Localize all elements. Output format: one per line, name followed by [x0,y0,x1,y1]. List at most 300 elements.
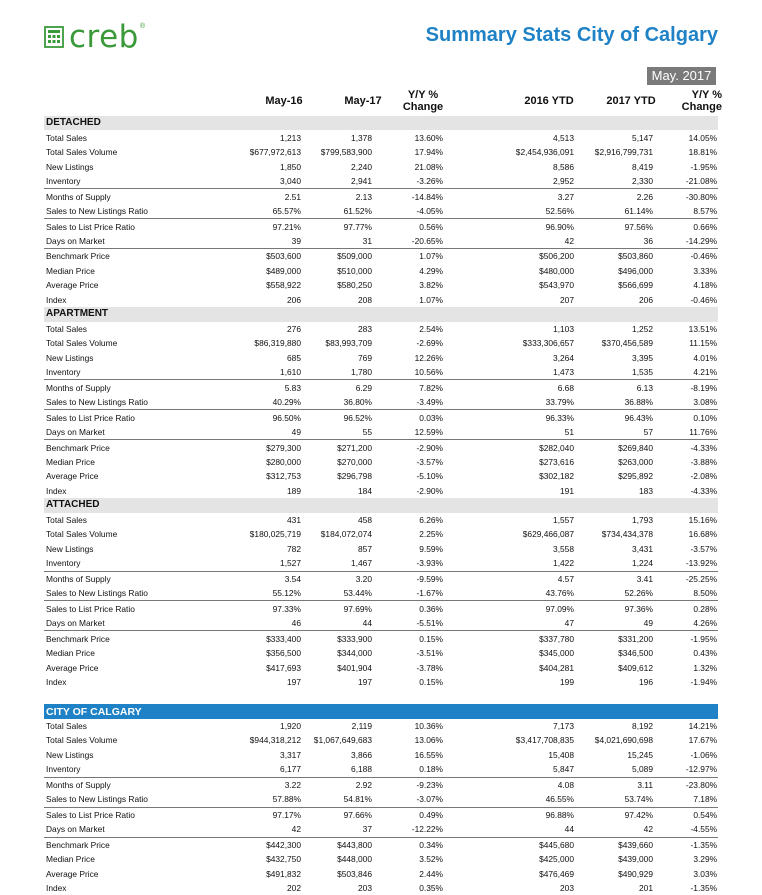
metric-label: Benchmark Price [44,249,198,264]
metric-value: 13.51% [688,323,718,334]
metric-value: 42 [643,824,653,835]
metric-value: 13.60% [414,132,443,143]
metric-value: 3.54 [198,571,302,586]
table-row [44,719,718,733]
metric-value: 4.18% [693,280,718,291]
metric-value: 97.36% [575,601,654,616]
metric-label: Benchmark Price [44,837,198,852]
metric-value: 2.25% [419,529,443,540]
metric-label: New Listings [46,161,94,172]
metric-value: -8.19% [654,380,718,395]
table-row [44,762,718,777]
metric-label: New Listings [46,749,94,760]
metric-value: 49 [643,618,653,629]
metric-value: 7.18% [693,794,718,805]
metric-value: $432,750 [266,854,301,865]
header-change-label: Change [681,101,722,113]
metric-value: -14.84% [373,189,444,204]
metric-value: 33.79% [545,397,574,408]
metric-value: $417,693 [266,662,301,673]
metric-label: Median Price [46,457,95,468]
metric-value: -9.59% [373,571,444,586]
metric-value: 3,317 [280,749,301,760]
metric-value: 857 [358,543,372,554]
header-ytd-2016: 2016 YTD [524,95,574,107]
table-row [44,410,718,425]
metric-value: 2.26 [575,189,654,204]
metric-value: 17.67% [688,735,718,746]
metric-value: 5,089 [632,764,653,775]
metric-value: 1,920 [280,720,301,731]
metric-value: -2.08% [690,471,718,482]
metric-value: $734,434,378 [601,529,653,540]
section-spacer [44,689,718,704]
metric-label: Sales to List Price Ratio [44,601,198,616]
metric-value: $425,000 [539,854,574,865]
metric-value: $331,200 [575,631,654,646]
metric-value: 96.90% [444,219,575,234]
metric-value: 3,264 [553,352,574,363]
metric-value: 196 [639,677,653,688]
metric-value: -2.90% [416,485,443,496]
metric-value: 4.21% [693,367,718,378]
metric-label: Total Sales [46,720,87,731]
metric-value: 2.13 [302,189,373,204]
metric-value: -4.33% [654,440,718,455]
metric-value: -1.35% [654,837,718,852]
metric-value: 4.01% [693,352,718,363]
metric-value: 0.43% [693,648,718,659]
metric-value: 49 [291,427,301,438]
metric-value: -5.51% [416,618,443,629]
metric-value: 96.33% [444,410,575,425]
metric-value: 15,245 [627,749,653,760]
metric-label: Average Price [46,471,99,482]
metric-label: Average Price [46,868,99,879]
metric-value: 96.43% [575,410,654,425]
table-row [44,174,718,189]
metric-value: 203 [358,883,372,894]
metric-value: $344,000 [337,648,372,659]
metric-value: 1.07% [373,249,444,264]
metric-label: Days on Market [46,235,105,246]
metric-label: Benchmark Price [44,631,198,646]
metric-value: 197 [358,677,372,688]
metric-label: Days on Market [46,618,105,629]
table-row [44,527,718,541]
metric-value: 55.12% [272,588,301,599]
metric-value: $443,800 [302,837,373,852]
metric-value: 1,850 [280,161,301,172]
metric-value: -25.25% [654,571,718,586]
metric-value: 208 [358,294,372,305]
metric-value: 3,395 [632,352,653,363]
metric-value: $799,583,900 [320,147,372,158]
metric-value: 96.88% [444,807,575,822]
metric-label: Inventory [46,367,81,378]
metric-value: 18.81% [688,147,718,158]
metric-value: 43.76% [545,588,574,599]
metric-value: $282,040 [444,440,575,455]
metric-value: 61.14% [624,206,653,217]
section-title: ATTACHED [44,498,718,512]
metric-value: $86,319,880 [254,338,301,349]
metric-label: Sales to List Price Ratio [44,410,198,425]
metric-value: -1.06% [690,749,718,760]
metric-value: -3.57% [416,457,443,468]
table-row [44,586,718,601]
metric-value: 1,103 [553,323,574,334]
metric-value: -4.33% [690,485,718,496]
metric-value: $503,846 [337,868,372,879]
metric-value: 12.59% [414,427,443,438]
table-row [44,837,718,852]
header-yy-label: Y/Y % [691,89,722,101]
metric-value: -1.95% [690,161,718,172]
metric-value: 1.07% [419,294,443,305]
table-row [44,631,718,646]
metric-value: $543,970 [539,280,574,291]
metric-label: Sales to New Listings Ratio [46,206,148,217]
metric-value: $677,972,613 [249,147,301,158]
metric-label: Average Price [46,280,99,291]
metric-value: 1,224 [632,558,653,569]
metric-value: 37 [362,824,372,835]
metric-value: 1,557 [553,514,574,525]
creb-logo [44,19,146,55]
table-row [44,395,718,410]
metric-label: Index [46,294,67,305]
metric-value: -21.08% [685,176,718,187]
metric-value: 6.29 [302,380,373,395]
metric-value: 5,147 [632,132,653,143]
metric-value: 0.56% [373,219,444,234]
metric-value: 1,378 [351,132,372,143]
metric-value: 184 [358,485,372,496]
metric-value: $439,000 [618,854,653,865]
table-row [44,822,718,837]
table-row [44,484,718,498]
summary-stats-table [44,116,718,895]
metric-label: Median Price [46,854,95,865]
table-row [44,425,718,440]
metric-value: -3.88% [690,457,718,468]
metric-value: $401,904 [337,662,372,673]
metric-value: $83,993,709 [325,338,372,349]
metric-value: 53.44% [343,588,372,599]
metric-value: 51 [564,427,574,438]
metric-value: $302,182 [539,471,574,482]
metric-value: -0.46% [690,294,718,305]
metric-value: 97.42% [575,807,654,822]
table-row [44,219,718,234]
metric-value: 6.26% [419,514,443,525]
table-row [44,777,718,792]
metric-value: 8,419 [632,161,653,172]
metric-value: -30.80% [654,189,718,204]
metric-value: $345,000 [539,648,574,659]
metric-value: $566,699 [618,280,653,291]
table-row [44,660,718,674]
table-row [44,278,718,292]
metric-value: -4.05% [416,206,443,217]
table-row [44,336,718,350]
metric-value: $1,067,649,683 [313,735,372,746]
metric-value: 1,793 [632,514,653,525]
metric-value: 206 [639,294,653,305]
metric-label: Sales to New Listings Ratio [46,397,148,408]
table-row [44,380,718,395]
metric-value: $333,900 [302,631,373,646]
metric-value: -2.90% [373,440,444,455]
metric-value: 52.26% [624,588,653,599]
metric-value: 199 [560,677,574,688]
table-row [44,189,718,204]
section-title: DETACHED [44,116,718,130]
metric-value: $629,466,087 [522,529,574,540]
metric-value: $2,916,799,731 [594,147,653,158]
metric-value: 65.57% [272,206,301,217]
table-row [44,249,718,264]
table-row [44,675,718,689]
metric-value: 3.03% [693,868,718,879]
metric-value: 197 [287,677,301,688]
metric-label: Total Sales [46,323,87,334]
table-row [44,440,718,455]
metric-label: Days on Market [46,824,105,835]
table-row [44,322,718,336]
metric-value: 40.29% [272,397,301,408]
metric-value: $184,072,074 [320,529,372,540]
metric-label: Total Sales Volume [46,735,118,746]
metric-value: 2,240 [351,161,372,172]
table-row [44,204,718,219]
metric-label: Benchmark Price [44,440,198,455]
metric-value: 97.17% [198,807,302,822]
metric-value: 3.52% [419,854,443,865]
metric-value: 42 [564,235,574,246]
table-row [44,455,718,469]
table-row [44,866,718,880]
metric-value: 0.10% [654,410,718,425]
metric-value: 3,558 [553,543,574,554]
metric-value: $273,616 [539,457,574,468]
table-row [44,264,718,278]
metric-value: 96.50% [198,410,302,425]
metric-value: 183 [639,485,653,496]
metric-value: $503,600 [198,249,302,264]
metric-value: 0.15% [419,677,443,688]
metric-value: -12.22% [411,824,443,835]
metric-label: Median Price [46,648,95,659]
metric-value: 3.82% [419,280,443,291]
metric-value: 782 [287,543,301,554]
metric-value: 3.20 [302,571,373,586]
table-row [44,130,718,144]
metric-value: 97.77% [302,219,373,234]
metric-value: $295,892 [618,471,653,482]
metric-label: Total Sales Volume [46,147,118,158]
metric-value: 16.55% [414,749,443,760]
page-title: Summary Stats City of Calgary [425,24,718,46]
metric-value: $356,500 [266,648,301,659]
metric-value: $580,250 [337,280,372,291]
metric-value: $448,000 [337,854,372,865]
metric-value: $490,929 [618,868,653,879]
metric-value: $496,000 [618,265,653,276]
section-header-attached [44,498,718,512]
header-ytd-2017: 2017 YTD [606,95,656,107]
metric-value: -23.80% [654,777,718,792]
metric-value: 14.21% [688,720,718,731]
metric-value: 2,119 [351,720,372,731]
metric-value: 1,610 [280,367,301,378]
metric-label: Inventory [46,176,81,187]
metric-label: Average Price [46,662,99,673]
metric-value: 1,467 [351,558,372,569]
header-yy-label: Y/Y % [407,89,439,101]
metric-value: 276 [287,323,301,334]
metric-value: $333,306,657 [522,338,574,349]
metric-value: 1,422 [553,558,574,569]
metric-value: $491,832 [266,868,301,879]
metric-value: $442,300 [198,837,302,852]
metric-value: 3,431 [632,543,653,554]
metric-value: 431 [287,514,301,525]
metric-value: 0.36% [373,601,444,616]
metric-value: 189 [287,485,301,496]
metric-value: $2,454,936,091 [515,147,574,158]
metric-label: Sales to New Listings Ratio [46,588,148,599]
metric-value: 44 [564,824,574,835]
metric-value: 685 [287,352,301,363]
table-row [44,748,718,762]
metric-value: $404,281 [539,662,574,673]
metric-value: 8,586 [553,161,574,172]
metric-value: 2,330 [632,176,653,187]
metric-label: Months of Supply [44,571,198,586]
metric-value: 6.68 [444,380,575,395]
header-yy-change-ytd [666,89,722,113]
metric-label: New Listings [46,543,94,554]
metric-value: $439,660 [575,837,654,852]
metric-value: $506,200 [444,249,575,264]
metric-value: 203 [560,883,574,894]
metric-value: 97.69% [302,601,373,616]
metric-value: 769 [358,352,372,363]
metric-value: 15,408 [548,749,574,760]
metric-value: $3,417,708,835 [515,735,574,746]
metric-value: 61.52% [343,206,372,217]
metric-value: 11.76% [689,427,718,438]
metric-label: Months of Supply [44,777,198,792]
metric-value: $4,021,690,698 [594,735,653,746]
metric-value: 97.33% [198,601,302,616]
metric-value: -9.23% [373,777,444,792]
metric-value: 46.55% [545,794,574,805]
metric-value: 57 [643,427,653,438]
metric-value: 3,040 [280,176,301,187]
table-row [44,852,718,866]
metric-value: $944,318,212 [249,735,301,746]
metric-value: 15.16% [688,514,718,525]
metric-label: Months of Supply [44,189,198,204]
table-row [44,365,718,380]
metric-value: $480,000 [539,265,574,276]
metric-value: -12.97% [685,764,718,775]
metric-value: 1,535 [632,367,653,378]
metric-label: Index [46,677,67,688]
metric-value: $337,780 [444,631,575,646]
metric-value: 97.66% [302,807,373,822]
metric-value: 206 [287,294,301,305]
metric-value: 0.15% [373,631,444,646]
metric-value: 8.57% [693,206,718,217]
metric-label: Months of Supply [44,380,198,395]
header-change-label: Change [402,101,444,113]
table-row [44,159,718,173]
metric-value: 36.80% [343,397,372,408]
metric-value: 54.81% [343,794,372,805]
metric-value: $269,840 [575,440,654,455]
metric-label: Sales to New Listings Ratio [46,794,148,805]
metric-value: 36.88% [624,397,653,408]
metric-value: 1,213 [280,132,301,143]
metric-value: $370,456,589 [601,338,653,349]
metric-value: 201 [639,883,653,894]
building-icon [44,26,64,48]
metric-value: $346,500 [618,648,653,659]
table-row [44,542,718,556]
metric-value: 458 [358,514,372,525]
metric-value: $280,000 [266,457,301,468]
metric-value: 3.41 [575,571,654,586]
metric-value: 97.09% [444,601,575,616]
section-header-city-of-calgary [44,704,718,718]
metric-value: -3.07% [416,794,443,805]
metric-value: 7.82% [373,380,444,395]
table-row [44,807,718,822]
metric-value: $509,000 [302,249,373,264]
section-header-detached [44,116,718,130]
section-title: APARTMENT [44,307,718,321]
metric-value: 3.33% [693,265,718,276]
metric-value: 0.03% [373,410,444,425]
metric-value: 2,952 [553,176,574,187]
metric-value: $489,000 [266,265,301,276]
metric-value: -5.10% [416,471,443,482]
metric-value: -3.49% [416,397,443,408]
metric-value: $558,922 [266,280,301,291]
metric-value: 21.08% [414,161,443,172]
metric-value: 191 [560,485,574,496]
metric-value: 97.56% [575,219,654,234]
metric-value: 1,473 [553,367,574,378]
metric-value: 9.59% [419,543,443,554]
table-row [44,556,718,571]
metric-value: 10.36% [414,720,443,731]
metric-value: 2.51 [198,189,302,204]
metric-value: 97.21% [198,219,302,234]
metric-value: 14.05% [688,132,718,143]
metric-value: 0.49% [373,807,444,822]
metric-value: 0.35% [419,883,443,894]
metric-value: 42 [291,824,301,835]
metric-value: 3.08% [693,397,718,408]
metric-label: Total Sales Volume [46,338,118,349]
metric-value: 6.13 [575,380,654,395]
metric-value: $296,798 [337,471,372,482]
